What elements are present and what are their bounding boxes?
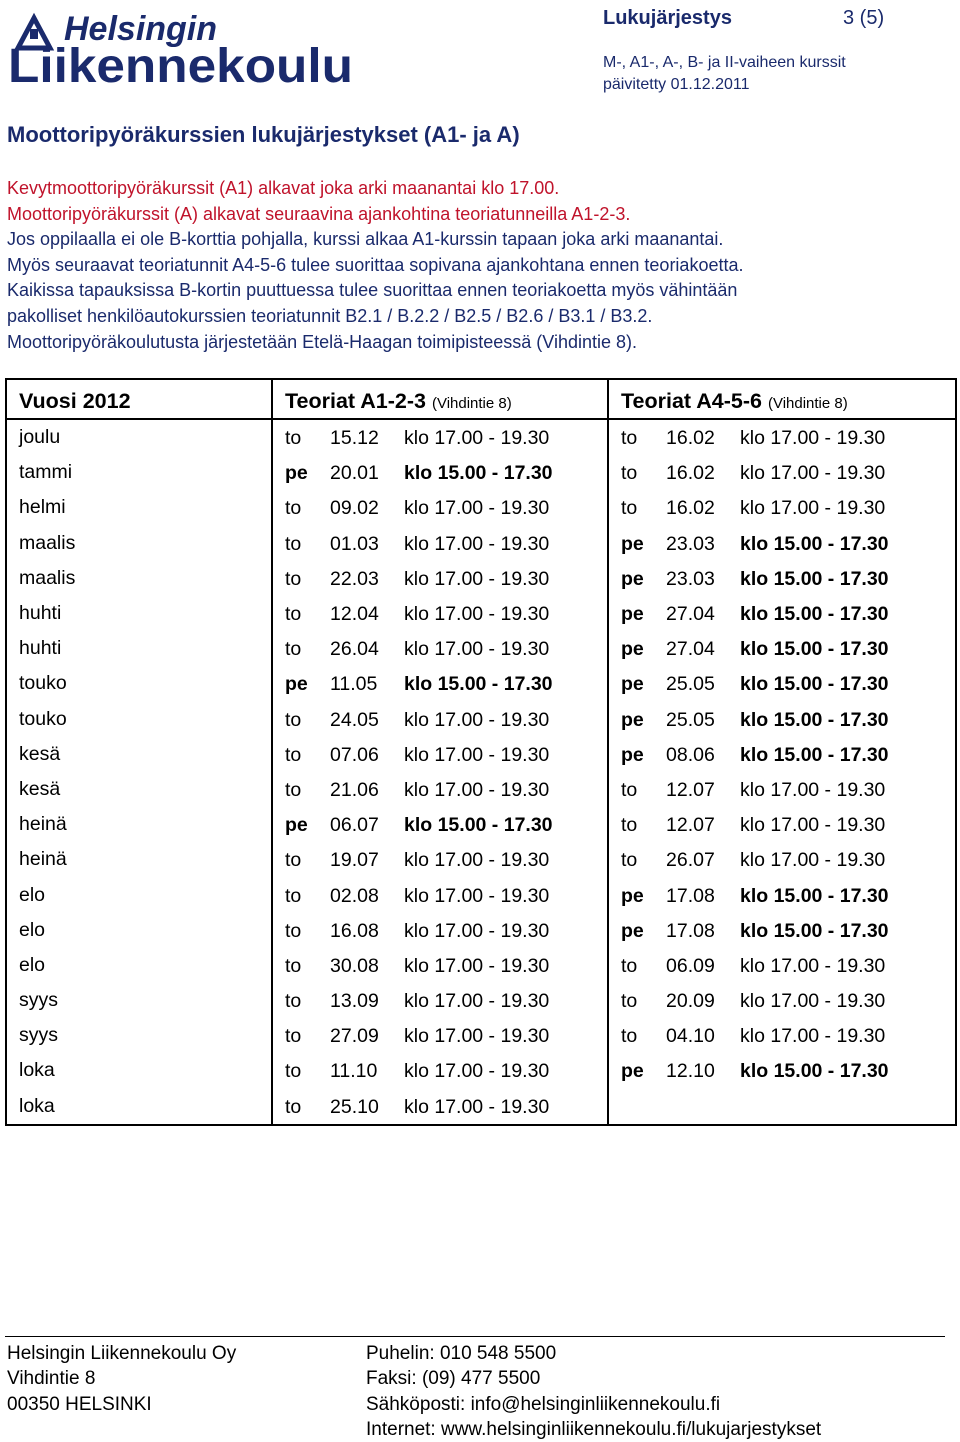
theory-a4-cell xyxy=(608,983,956,1018)
date: 26.07 xyxy=(666,849,715,872)
month-cell: helmi xyxy=(6,490,272,525)
intro-line: Moottoripyöräkoulutusta järjestetään Etelä-Haagan toimipisteessä (Vihdintie 8). xyxy=(7,331,638,352)
date: 15.12 xyxy=(330,427,379,450)
date: 11.10 xyxy=(330,1060,378,1083)
time: klo 17.00 - 19.30 xyxy=(404,919,550,942)
date: 17.08 xyxy=(666,884,715,907)
weekday: to xyxy=(285,990,302,1013)
date: 23.03 xyxy=(666,567,715,590)
date: 20.09 xyxy=(666,990,715,1013)
header-theory-a4: Teoriat A4-5-6 (Vihdintie 8) xyxy=(608,379,956,419)
weekday: pe xyxy=(621,603,644,626)
weekday: to xyxy=(285,1060,302,1083)
weekday: to xyxy=(621,849,638,872)
date: 02.08 xyxy=(330,884,379,907)
weekday: to xyxy=(285,954,302,977)
table-row xyxy=(6,666,956,701)
theory-a4-cell xyxy=(608,596,956,631)
weekday: pe xyxy=(621,1060,644,1083)
theory-a4-cell xyxy=(608,737,956,772)
weekday: pe xyxy=(621,638,644,661)
table-row xyxy=(6,877,956,912)
date: 07.06 xyxy=(330,743,379,766)
weekday: pe xyxy=(621,708,644,731)
theory-a1-cell xyxy=(272,807,608,842)
time: klo 15.00 - 17.30 xyxy=(740,884,889,907)
weekday: to xyxy=(285,532,302,555)
time: klo 17.00 - 19.30 xyxy=(404,954,550,977)
theory-a1-cell xyxy=(272,983,608,1018)
table-row xyxy=(6,561,956,596)
month-cell: touko xyxy=(6,702,272,737)
date: 25.05 xyxy=(666,708,715,731)
document-subtitle: M-, A1-, A-, B- ja II-vaiheen kurssit xyxy=(603,54,846,71)
theory-a1-cell xyxy=(272,1053,608,1088)
date: 16.02 xyxy=(666,497,715,520)
weekday: to xyxy=(621,954,638,977)
theory-a1-cell xyxy=(272,913,608,948)
date: 27.04 xyxy=(666,603,715,626)
month-cell: maalis xyxy=(6,526,272,561)
weekday: to xyxy=(621,427,638,450)
updated-date: päivitetty 01.12.2011 xyxy=(603,76,750,93)
time: klo 15.00 - 17.30 xyxy=(740,532,889,555)
theory-a4-cell xyxy=(608,490,956,525)
theory-a1-cell xyxy=(272,737,608,772)
date: 11.05 xyxy=(330,673,378,696)
time: klo 17.00 - 19.30 xyxy=(404,603,550,626)
month-cell: elo xyxy=(6,877,272,912)
time: klo 15.00 - 17.30 xyxy=(740,567,889,590)
date: 25.05 xyxy=(666,673,715,696)
weekday: to xyxy=(621,990,638,1013)
weekday: pe xyxy=(621,919,644,942)
weekday: to xyxy=(285,497,302,520)
weekday: to xyxy=(285,638,302,661)
page-title: Moottoripyöräkurssien lukujärjestykset (A1- ja A) xyxy=(7,122,520,147)
theory-a4-cell xyxy=(608,842,956,877)
table-row xyxy=(6,455,956,490)
table-row xyxy=(6,526,956,561)
weekday: to xyxy=(285,567,302,590)
theory-a4-cell xyxy=(608,877,956,912)
theory-a1-cell xyxy=(272,842,608,877)
theory-a1-cell xyxy=(272,772,608,807)
weekday: pe xyxy=(285,673,308,696)
theory-a1-cell xyxy=(272,1089,608,1125)
footer-divider xyxy=(5,1336,945,1337)
date: 12.07 xyxy=(666,778,715,801)
weekday: pe xyxy=(621,743,644,766)
date: 16.02 xyxy=(666,462,715,485)
theory-a4-cell xyxy=(608,1018,956,1053)
weekday: to xyxy=(621,497,638,520)
month-cell: touko xyxy=(6,666,272,701)
month-cell: loka xyxy=(6,1053,272,1088)
weekday: to xyxy=(285,849,302,872)
weekday: to xyxy=(285,603,302,626)
time: klo 15.00 - 17.30 xyxy=(740,743,889,766)
date: 04.10 xyxy=(666,1025,715,1048)
document-title: Lukujärjestys xyxy=(603,7,732,29)
date: 24.05 xyxy=(330,708,379,731)
time: klo 17.00 - 19.30 xyxy=(740,1025,886,1048)
time: klo 17.00 - 19.30 xyxy=(404,1025,550,1048)
date: 12.04 xyxy=(330,603,379,626)
date: 08.06 xyxy=(666,743,715,766)
date: 12.10 xyxy=(666,1060,715,1083)
footer-contact xyxy=(366,1341,821,1442)
month-cell: elo xyxy=(6,948,272,983)
theory-a4-cell xyxy=(608,455,956,490)
date: 25.10 xyxy=(330,1095,379,1118)
time: klo 17.00 - 19.30 xyxy=(404,743,550,766)
month-cell: loka xyxy=(6,1089,272,1125)
intro-line: Kaikissa tapauksissa B-kortin puuttuessa tulee suorittaa ennen teoriakoetta myös vähintään xyxy=(7,280,738,301)
time: klo 17.00 - 19.30 xyxy=(740,778,886,801)
theory-a4-cell xyxy=(608,702,956,737)
date: 30.08 xyxy=(330,954,379,977)
theory-a1-cell xyxy=(272,596,608,631)
time: klo 17.00 - 19.30 xyxy=(404,884,550,907)
theory-a1-cell xyxy=(272,877,608,912)
table-row xyxy=(6,913,956,948)
weekday: to xyxy=(285,1095,302,1118)
time: klo 15.00 - 17.30 xyxy=(740,673,889,696)
weekday: pe xyxy=(621,673,644,696)
time: klo 17.00 - 19.30 xyxy=(740,990,886,1013)
table-row xyxy=(6,631,956,666)
theory-a4-cell xyxy=(608,807,956,842)
weekday: to xyxy=(621,462,638,485)
company-name: Helsingin Liikennekoulu Oy xyxy=(7,1343,237,1364)
month-cell: syys xyxy=(6,983,272,1018)
table-header-row xyxy=(6,379,956,419)
table-row xyxy=(6,490,956,525)
theory-a4-cell xyxy=(608,1053,956,1088)
date: 12.07 xyxy=(666,814,715,837)
table-row xyxy=(6,772,956,807)
time: klo 17.00 - 19.30 xyxy=(404,990,550,1013)
email: Sähköposti: info@helsinginliikennekoulu.fi xyxy=(366,1393,721,1415)
theory-a1-cell xyxy=(272,631,608,666)
time: klo 15.00 - 17.30 xyxy=(404,462,553,485)
time: klo 17.00 - 19.30 xyxy=(404,427,550,450)
time: klo 17.00 - 19.30 xyxy=(404,532,550,555)
time: klo 15.00 - 17.30 xyxy=(740,708,889,731)
theory-a1-cell xyxy=(272,490,608,525)
weekday: to xyxy=(621,814,638,837)
date: 16.02 xyxy=(666,427,715,450)
weekday: to xyxy=(285,708,302,731)
date: 22.03 xyxy=(330,567,379,590)
weekday: to xyxy=(621,1025,638,1048)
time: klo 17.00 - 19.30 xyxy=(404,497,550,520)
date: 21.06 xyxy=(330,778,379,801)
theory-a4-cell xyxy=(608,772,956,807)
time: klo 17.00 - 19.30 xyxy=(740,462,886,485)
month-cell: syys xyxy=(6,1018,272,1053)
weekday: to xyxy=(621,778,638,801)
date: 23.03 xyxy=(666,532,715,555)
table-row xyxy=(6,948,956,983)
theory-a4-cell xyxy=(608,631,956,666)
date: 20.01 xyxy=(330,462,379,485)
table-row xyxy=(6,419,956,455)
month-cell: maalis xyxy=(6,561,272,596)
intro-line: Moottoripyöräkurssit (A) alkavat seuraavina ajankohtina teoriatunneilla A1-2-3. xyxy=(7,203,631,224)
theory-a4-cell xyxy=(608,948,956,983)
month-cell: elo xyxy=(6,913,272,948)
month-cell: heinä xyxy=(6,807,272,842)
time: klo 17.00 - 19.30 xyxy=(404,638,550,661)
table-row xyxy=(6,807,956,842)
header-year: Vuosi 2012 xyxy=(6,379,272,419)
theory-a4-cell xyxy=(608,1089,956,1125)
month-cell: joulu xyxy=(6,419,272,455)
time: klo 17.00 - 19.30 xyxy=(740,497,886,520)
logo-graphic xyxy=(6,4,356,86)
time: klo 17.00 - 19.30 xyxy=(740,814,886,837)
schedule-table xyxy=(5,378,957,1126)
theory-a4-cell xyxy=(608,913,956,948)
theory-a1-cell xyxy=(272,702,608,737)
theory-a1-cell xyxy=(272,419,608,455)
weekday: to xyxy=(285,427,302,450)
theory-a4-cell xyxy=(608,561,956,596)
table-row xyxy=(6,983,956,1018)
date: 16.08 xyxy=(330,919,379,942)
date: 13.09 xyxy=(330,990,379,1013)
postal-address: 00350 HELSINKI xyxy=(7,1393,152,1415)
date: 27.09 xyxy=(330,1025,379,1048)
intro-line: Myös seuraavat teoriatunnit A4-5-6 tulee suorittaa sopivana ajankohtana ennen teoriakoetta. xyxy=(7,254,744,275)
weekday: to xyxy=(285,743,302,766)
phone: Puhelin: 010 548 5500 xyxy=(366,1343,557,1364)
theory-a4-cell xyxy=(608,666,956,701)
intro-line: pakolliset henkilöautokurssien teoriatunnit B2.1 / B.2.2 / B2.5 / B2.6 / B3.1 / B3.2. xyxy=(7,305,653,326)
month-cell: huhti xyxy=(6,631,272,666)
theory-a1-cell xyxy=(272,1018,608,1053)
time: klo 17.00 - 19.30 xyxy=(404,778,550,801)
weekday: to xyxy=(285,1025,302,1048)
month-cell: heinä xyxy=(6,842,272,877)
time: klo 17.00 - 19.30 xyxy=(404,849,550,872)
fax: Faksi: (09) 477 5500 xyxy=(366,1368,541,1390)
time: klo 15.00 - 17.30 xyxy=(740,1060,889,1083)
table-row xyxy=(6,842,956,877)
date: 06.07 xyxy=(330,814,379,837)
website: Internet: www.helsinginliikennekoulu.fi/lukujarjestykset xyxy=(366,1418,822,1440)
time: klo 17.00 - 19.30 xyxy=(404,708,550,731)
theory-a1-cell xyxy=(272,561,608,596)
street-address: Vihdintie 8 xyxy=(7,1368,96,1390)
table-row xyxy=(6,596,956,631)
time: klo 15.00 - 17.30 xyxy=(404,814,553,837)
footer-address xyxy=(7,1341,236,1417)
time: klo 17.00 - 19.30 xyxy=(740,849,886,872)
time: klo 15.00 - 17.30 xyxy=(740,603,889,626)
intro-line: Kevytmoottoripyöräkurssit (A1) alkavat joka arki maanantai klo 17.00. xyxy=(7,178,560,198)
time: klo 15.00 - 17.30 xyxy=(404,673,553,696)
company-logo xyxy=(6,4,356,86)
time: klo 15.00 - 17.30 xyxy=(740,638,889,661)
theory-a1-cell xyxy=(272,526,608,561)
table-row xyxy=(6,702,956,737)
table-row xyxy=(6,1053,956,1088)
time: klo 15.00 - 17.30 xyxy=(740,919,889,942)
theory-a1-cell xyxy=(272,948,608,983)
theory-a1-cell xyxy=(272,666,608,701)
date: 06.09 xyxy=(666,954,715,977)
date: 27.04 xyxy=(666,638,715,661)
time: klo 17.00 - 19.30 xyxy=(404,1060,550,1083)
table-row xyxy=(6,1018,956,1053)
time: klo 17.00 - 19.30 xyxy=(404,567,550,590)
weekday: pe xyxy=(621,532,644,555)
intro-line: Jos oppilaalla ei ole B-korttia pohjalla, kurssi alkaa A1-kurssin tapaan joka arki maanantai. xyxy=(7,229,724,250)
weekday: pe xyxy=(285,814,308,837)
weekday: pe xyxy=(285,462,308,485)
date: 17.08 xyxy=(666,919,715,942)
time: klo 17.00 - 19.30 xyxy=(404,1095,550,1118)
table-row xyxy=(6,737,956,772)
month-cell: kesä xyxy=(6,737,272,772)
page-number: 3 (5) xyxy=(843,7,885,29)
time: klo 17.00 - 19.30 xyxy=(740,954,886,977)
theory-a4-cell xyxy=(608,526,956,561)
date: 26.04 xyxy=(330,638,379,661)
date: 19.07 xyxy=(330,849,379,872)
theory-a1-cell xyxy=(272,455,608,490)
logo-line2: Liikennekoulu xyxy=(8,40,353,86)
time: klo 17.00 - 19.30 xyxy=(740,427,886,450)
logo-line1: Helsingin xyxy=(64,10,218,48)
weekday: to xyxy=(285,919,302,942)
weekday: to xyxy=(285,778,302,801)
weekday: pe xyxy=(621,884,644,907)
header-theory-a1: Teoriat A1-2-3 (Vihdintie 8) xyxy=(272,379,608,419)
intro-text xyxy=(7,176,947,355)
month-cell: huhti xyxy=(6,596,272,631)
month-cell: tammi xyxy=(6,455,272,490)
date: 09.02 xyxy=(330,497,379,520)
theory-a4-cell xyxy=(608,419,956,455)
table-row xyxy=(6,1089,956,1125)
weekday: pe xyxy=(621,567,644,590)
month-cell: kesä xyxy=(6,772,272,807)
date: 01.03 xyxy=(330,532,379,555)
weekday: to xyxy=(285,884,302,907)
